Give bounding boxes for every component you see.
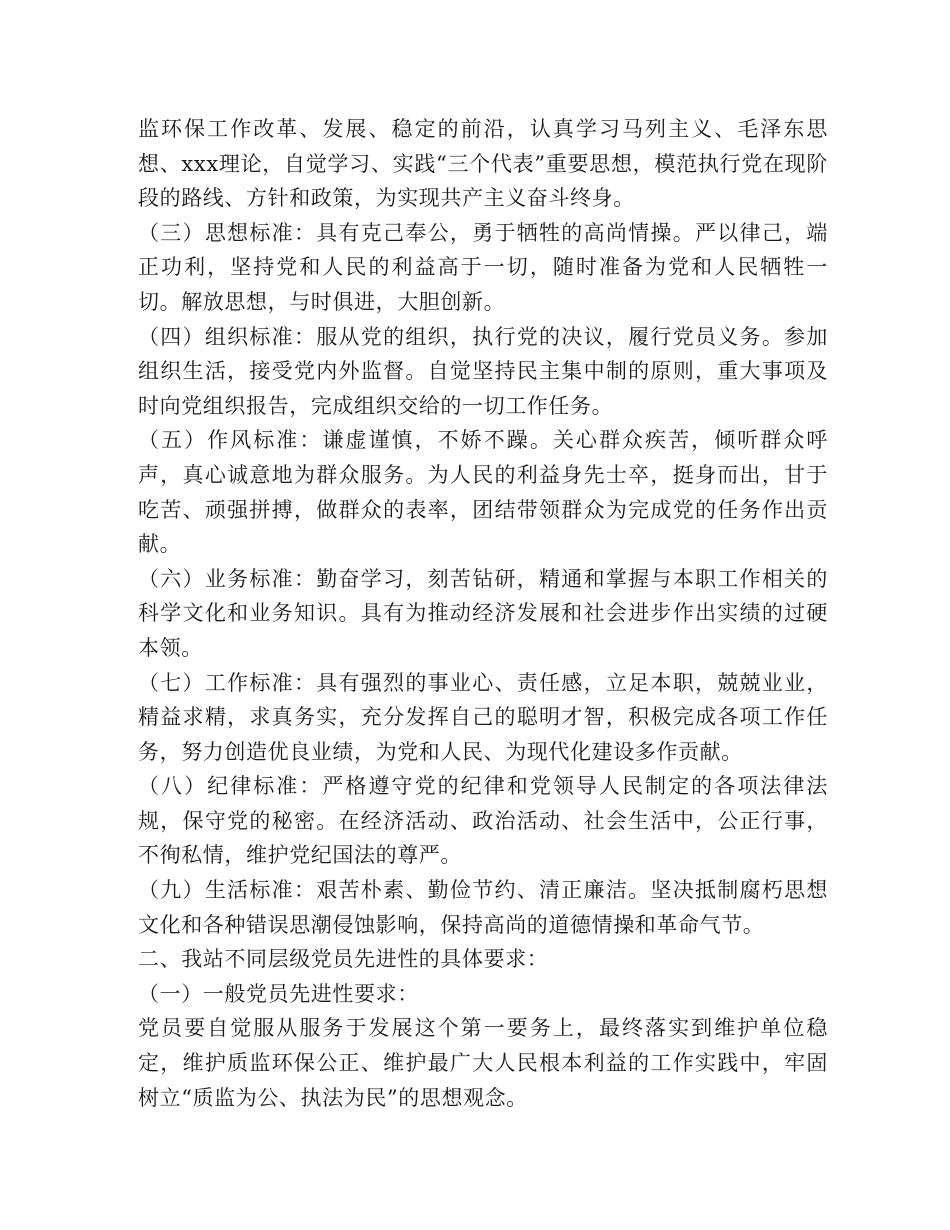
paragraph-lifestyle-standard: （九）生活标准：艰苦朴素、勤俭节约、清正廉洁。坚决抵制腐朽思想文化和各种错误思潮侵蚀影响，保持高尚的道德情操和革命气节。 — [138, 878, 828, 937]
paragraph-professional-standard: （六）业务标准：勤奋学习，刻苦钻研，精通和掌握与本职工作相关的科学文化和业务知识。具有为推动经济发展和社会进步作出实绩的过硬本领。 — [138, 566, 828, 660]
section-heading-two: 二、我站不同层级党员先进性的具体要求： — [138, 947, 549, 972]
paragraph-ideological-standard: （三）思想标准：具有克己奉公，勇于牺牲的高尚情操。严以律己，端正功利，坚持党和人民的利益高于一切，随时准备为党和人民牺牲一切。解放思想，与时俱进，大胆创新。 — [138, 220, 828, 314]
subsection-heading-general-members: （一）一般党员先进性要求： — [138, 981, 419, 1006]
paragraph-work-standard: （七）工作标准：具有强烈的事业心、责任感，立足本职，兢兢业业，精益求精，求真务实，充分发挥自己的聪明才智，积极完成各项工作任务，努力创造优良业绩，为党和人民、为现代化建设多作贡献。 — [138, 670, 828, 764]
paragraph-work-style-standard: （五）作风标准：谦虚谨慎，不娇不躁。关心群众疾苦，倾听群众呼声，真心诚意地为群众服务。为人民的利益身先士卒，挺身而出，甘于吃苦、顽强拼搏，做群众的表率，团结带领群众为完成党的任务作出贡献。 — [138, 428, 828, 557]
paragraph-political-standard-continued: 监环保工作改革、发展、稳定的前沿，认真学习马列主义、毛泽东思想、xxx理论，自觉学习、实践“三个代表”重要思想，模范执行党在现阶段的路线、方针和政策，为实现共产主义奋斗终身。 — [138, 117, 828, 211]
paragraph-discipline-standard: （八）纪律标准：严格遵守党的纪律和党领导人民制定的各项法律法规，保守党的秘密。在经济活动、政治活动、社会生活中，公正行事，不徇私情，维护党纪国法的尊严。 — [138, 774, 828, 868]
paragraph-organizational-standard: （四）组织标准：服从党的组织，执行党的决议，履行党员义务。参加组织生活，接受党内外监督。自觉坚持民主集中制的原则，重大事项及时向党组织报告，完成组织交给的一切工作任务。 — [138, 324, 828, 418]
paragraph-general-members-requirement: 党员要自觉服从服务于发展这个第一要务上，最终落实到维护单位稳定，维护质监环保公正、维护最广大人民根本利益的工作实践中，牢固树立“质监为公、执法为民”的思想观念。 — [138, 1016, 828, 1110]
document-body — [138, 112, 828, 1115]
